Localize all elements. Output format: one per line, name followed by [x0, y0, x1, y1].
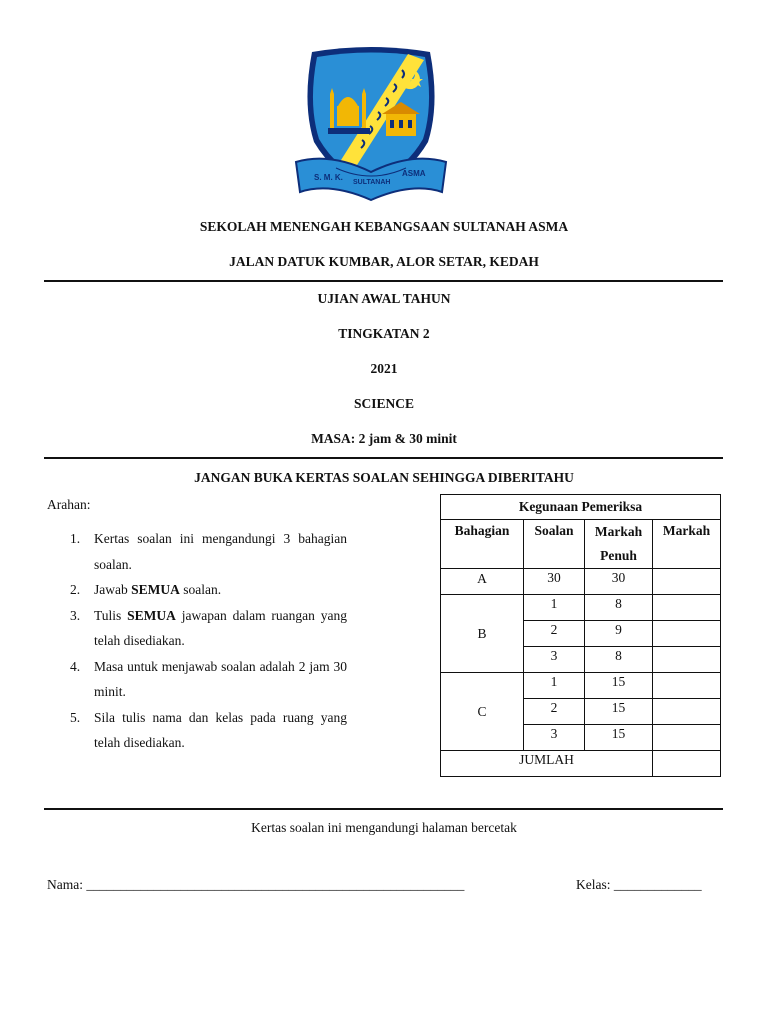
cell-bahagian: A — [441, 569, 524, 595]
divider-middle — [44, 457, 723, 459]
instruction-emphasis: SEMUA — [131, 582, 180, 597]
instruction-text: Tulis — [94, 607, 128, 623]
instruction-text: Sila tulis nama dan kelas pada ruang yang telah disediakan. — [94, 709, 347, 750]
exam-duration: MASA: 2 jam & 30 minit — [311, 431, 457, 446]
cell-markah-input[interactable] — [653, 569, 721, 595]
cell-soalan: 2 — [524, 621, 585, 647]
instruction-item — [47, 654, 347, 705]
cell-soalan: 3 — [524, 725, 585, 751]
instruction-number: 5. — [70, 709, 81, 725]
instruction-text: jawapan dalam ruangan yang telah disediakan. — [94, 607, 348, 648]
student-name-field[interactable]: Nama: ________________________________________________________ — [47, 877, 465, 892]
header-bahagian: Bahagian — [441, 520, 524, 569]
cell-markah-input[interactable] — [653, 725, 721, 751]
instruction-item — [47, 705, 347, 756]
table-row — [441, 673, 721, 699]
cell-soalan: 2 — [524, 699, 585, 725]
header-soalan: Soalan — [524, 520, 585, 569]
instruction-item — [47, 526, 347, 577]
table-total-row — [441, 751, 721, 777]
header-markah-penuh-line2: Penuh — [600, 548, 637, 563]
ribbon-middle-text: SULTANAH — [353, 179, 391, 186]
header-markah-penuh — [585, 520, 653, 569]
cell-markah-penuh: 8 — [585, 595, 653, 621]
exam-form: TINGKATAN 2 — [338, 326, 430, 341]
cell-markah-penuh: 15 — [585, 725, 653, 751]
instruction-item — [47, 603, 347, 654]
instruction-number: 1. — [70, 531, 81, 546]
school-name: SEKOLAH MENENGAH KEBANGSAAN SULTANAH ASMA — [199, 219, 569, 234]
instruction-item — [47, 577, 347, 603]
cell-soalan: 3 — [524, 647, 585, 673]
cell-soalan: 1 — [524, 673, 585, 699]
total-label: JUMLAH — [441, 751, 653, 777]
table-row — [441, 569, 721, 595]
header-markah-penuh-line1: Markah — [594, 524, 643, 539]
table-caption: Kegunaan Pemeriksa — [441, 495, 721, 520]
ribbon-left-text: S. M. K. — [314, 173, 343, 182]
cell-markah-input[interactable] — [653, 621, 721, 647]
exam-year: 2021 — [370, 361, 398, 376]
cell-markah-penuh: 15 — [585, 699, 653, 725]
instructions-list — [47, 526, 347, 756]
cell-markah-input[interactable] — [653, 595, 721, 621]
cell-soalan: 1 — [524, 595, 585, 621]
school-logo — [290, 44, 452, 204]
total-value[interactable] — [653, 751, 721, 777]
cell-soalan: 30 — [524, 569, 585, 595]
header-markah: Markah — [653, 520, 721, 569]
instructions-block — [47, 497, 347, 756]
instruction-text: Kertas soalan ini mengandungi 3 bahagian soalan. — [94, 531, 347, 572]
school-address: JALAN DATUK KUMBAR, ALOR SETAR, KEDAH — [229, 254, 539, 269]
cell-markah-input[interactable] — [653, 673, 721, 699]
instructions-heading: Arahan: — [47, 497, 91, 512]
cell-markah-penuh: 9 — [585, 621, 653, 647]
school-crest-image — [290, 44, 452, 204]
instruction-emphasis: SEMUA — [127, 607, 176, 623]
cell-bahagian: C — [441, 673, 524, 751]
instruction-text: soalan. — [179, 582, 222, 597]
cell-markah-penuh: 8 — [585, 647, 653, 673]
pages-note: Kertas soalan ini mengandungi halaman bercetak — [251, 820, 517, 835]
cell-markah-input[interactable] — [653, 699, 721, 725]
instruction-number: 3. — [70, 607, 81, 623]
exam-subject: SCIENCE — [353, 396, 415, 411]
table-caption-row — [441, 495, 721, 520]
student-class-field[interactable]: Kelas: _____________ — [576, 877, 702, 892]
table-row — [441, 595, 721, 621]
divider-top — [44, 280, 723, 282]
divider-bottom — [44, 808, 723, 810]
instruction-number: 2. — [70, 582, 81, 597]
table-header-row — [441, 520, 721, 569]
warning-text: JANGAN BUKA KERTAS SOALAN SEHINGGA DIBERITAHU — [194, 470, 574, 485]
examiner-table — [440, 494, 721, 777]
ribbon-right-text: ASMA — [402, 169, 426, 178]
instruction-text: Masa untuk menjawab soalan adalah 2 jam 30 minit. — [94, 658, 347, 699]
instruction-number: 4. — [70, 658, 81, 674]
cell-bahagian: B — [441, 595, 524, 673]
exam-title: UJIAN AWAL TAHUN — [317, 291, 451, 306]
instruction-text: Jawab — [94, 582, 132, 597]
cell-markah-penuh: 15 — [585, 673, 653, 699]
cell-markah-penuh: 30 — [585, 569, 653, 595]
cell-markah-input[interactable] — [653, 647, 721, 673]
